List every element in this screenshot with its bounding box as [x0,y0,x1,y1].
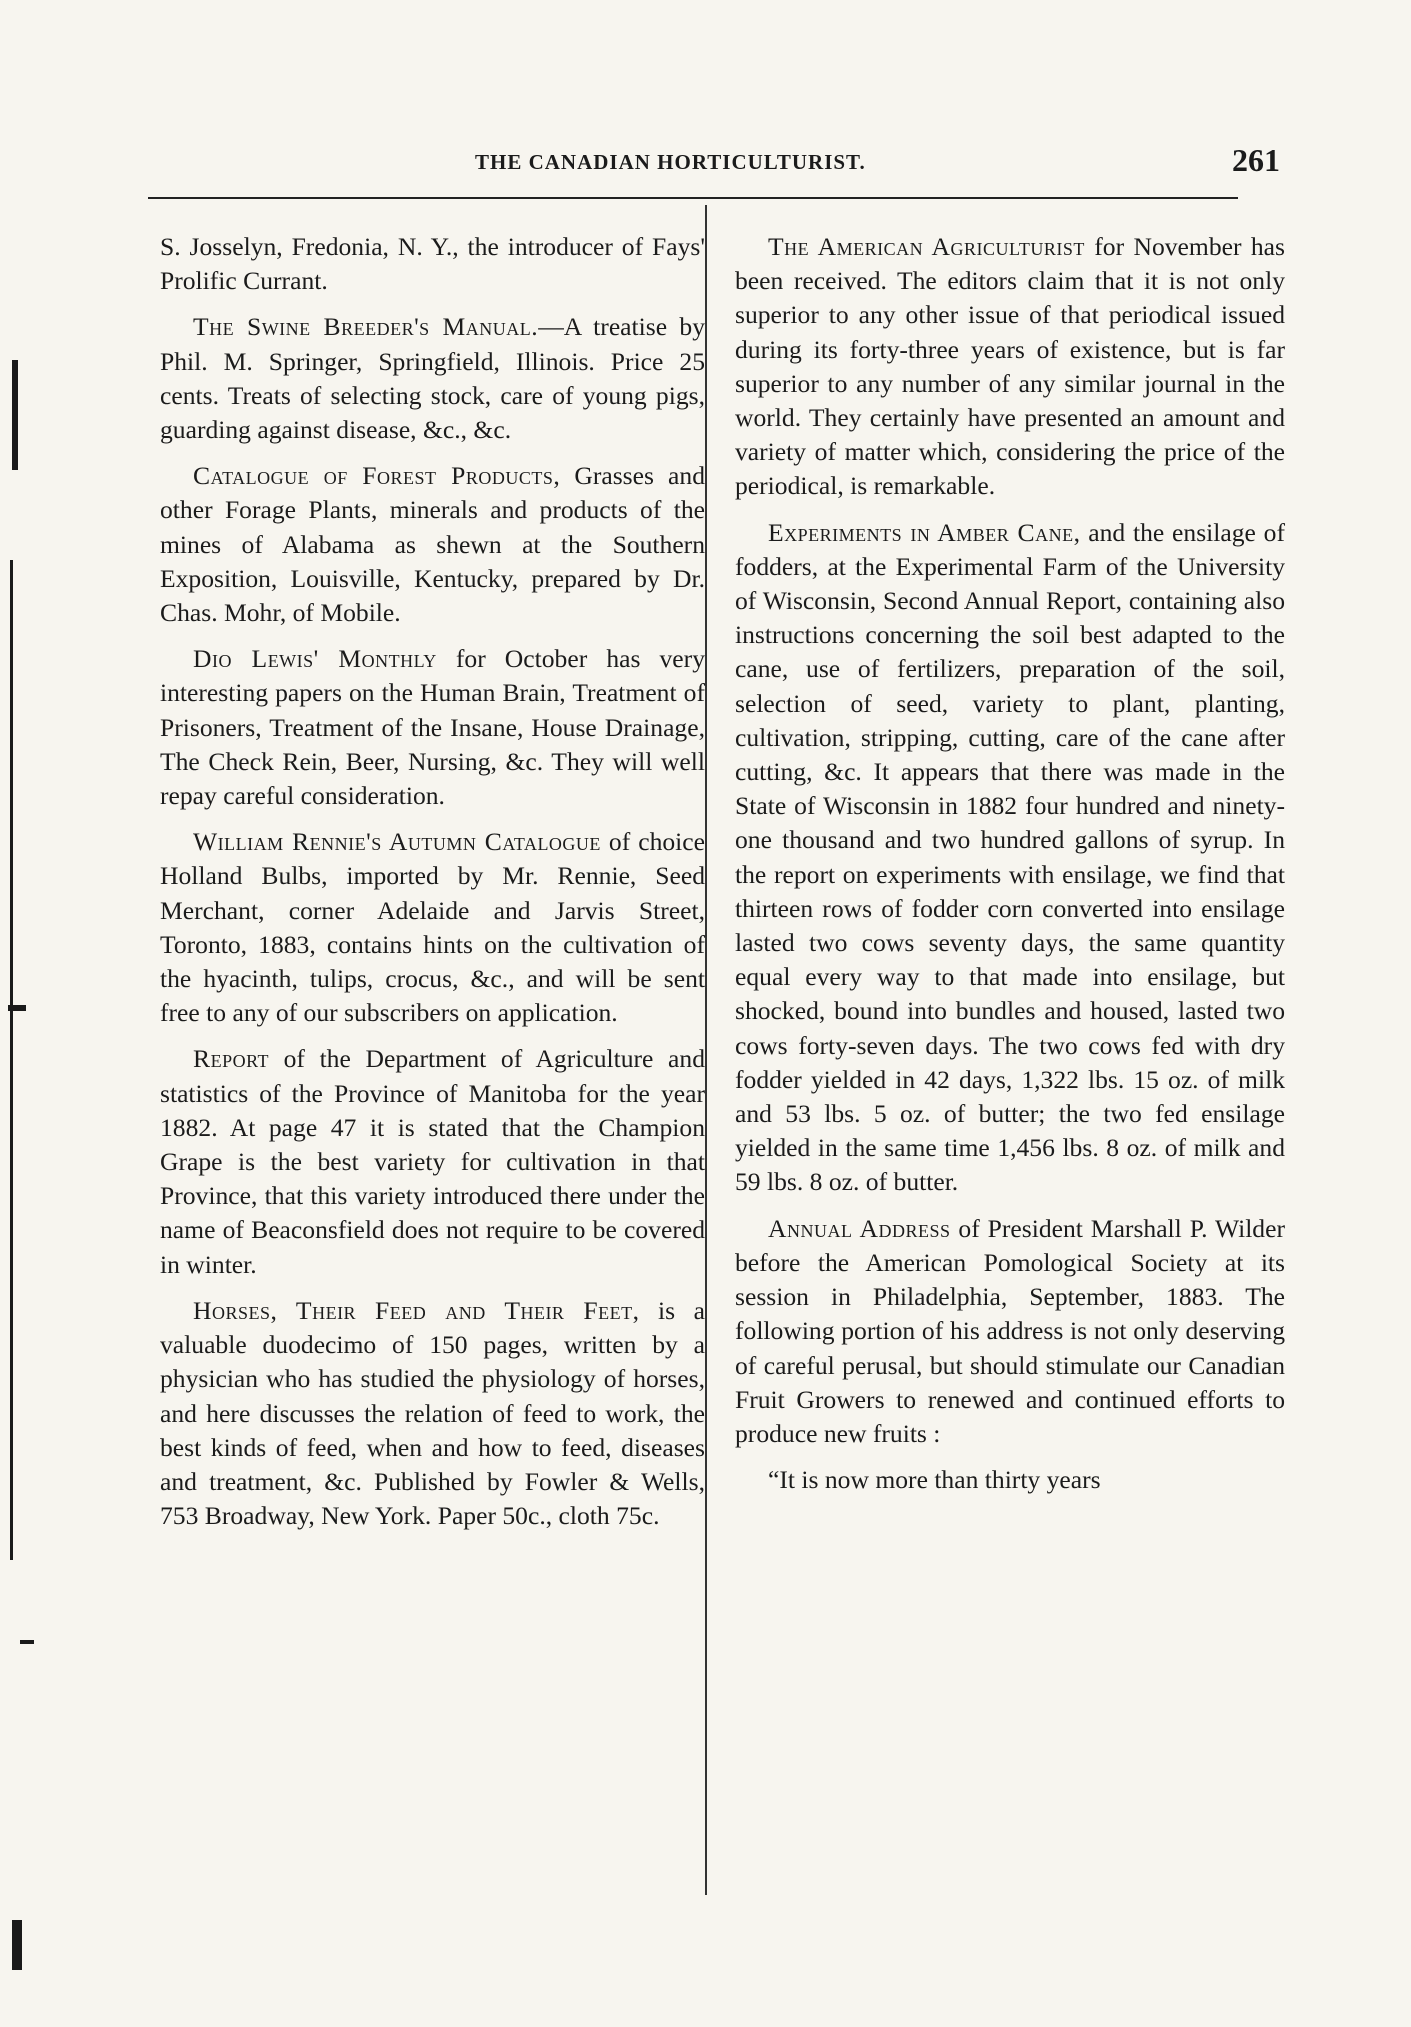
column-divider [705,205,707,1895]
paragraph: Horses, Their Feed and Their Feet, is a valuable duodecimo of 150 pages, written by a physician who has studied the physiology of horses, and here discusses the relation of feed to work, the best kinds of feed, when and how to feed, diseases and treatment, &c. Published by Fowler & Wells, 753 Broadway, New York. Paper 50c., cloth 75c. [160,1295,705,1531]
paragraph-lead: The American Agriculturist [768,232,1085,261]
paragraph-lead: Dio Lewis' Monthly [193,644,437,674]
scan-mark [8,1005,26,1011]
paragraph-lead: The Swine Breeder's Manual. [193,312,539,342]
paragraph-lead: William Rennie's Autumn Catalogue [193,827,601,857]
paragraph-lead: Catalogue of Forest Products, [193,461,561,491]
paragraph: Catalogue of Forest Products, Grasses and other Forage Plants, minerals and products of the mines of Alabama as shewn at the Southern Exposition, Louisville, Kentucky, prepared by Dr. Chas. Mohr, of Mobile. [160,461,705,628]
header-rule [148,197,1238,199]
paragraph: William Rennie's Autumn Catalogue of choice Holland Bulbs, imported by Mr. Rennie, Seed Merchant, corner Adelaide and Jarvis Street, Toronto, 1883, contains hints on the cultivation of the hyacinth, tulips, crocus, &c., and will be sent free to any of our subscribers on application. [160,827,705,1028]
paragraph: Report of the Department of Agriculture and statistics of the Province of Manitoba for the year 1882. At page 47 it is stated that the Champion Grape is the best variety for cultivation in that Province, that this variety introduced there under the name of Beaconsfield does not require to be covered in winter. [160,1044,705,1279]
paragraph: The American Agriculturist for November has been received. The editors claim that it is not only superior to any other issue of that periodical issued during its forty-three years of existence, but is far superior to any number of any similar journal in the world. They certainly have presented an amount and variety of matter which, considering the price of the periodical, is remarkable. [735,232,1285,501]
left-column [160,230,705,1545]
paragraph-lead: Experiments in Amber Cane, [768,517,1081,547]
paragraph: Experiments in Amber Cane, and the ensilage of fodders, at the Experimental Farm of the University of Wisconsin, Second Annual Report, containing also instructions concerning the soil best adapted to the cane, use of fertilizers, preparation of the soil, selection of seed, variety to plant, planting, cultivation, stripping, cutting, care of the cane after cutting, &c. It appears that there was made in the State of Wisconsin in 1882 four hundred and ninety-one thousand and two hundred gallons of syrup. In the report on experiments with ensilage, we find that thirteen rows of fodder corn converted into ensilage lasted two cows seventy days, the same quantity equal every way to that made into ensilage, but shocked, bound into bundles and housed, lasted two cows forty-seven days. The two cows fed with dry fodder yielded in 42 days, 1,322 lbs. 15 oz. of milk and 53 lbs. 5 oz. of butter; the two fed ensilage yielded in the same time 1,456 lbs. 8 oz. of milk and 59 lbs. 8 oz. of butter. [735,517,1285,1197]
paragraph-lead: Annual Address [768,1213,951,1243]
paragraph: Annual Address of President Marshall P. Wilder before the American Pomological Society at its session in Philadelphia, September, 1883. The following portion of his address is not only deserving of careful perusal, but should stimulate our Canadian Fruit Growers to renewed and continued efforts to produce new fruits : [735,1213,1285,1448]
paragraph: “It is now more than thirty years [768,1465,1101,1495]
paragraph: Dio Lewis' Monthly for October has very interesting papers on the Human Brain, Treatment of Prisoners, Treatment of the Insane, House Drainage, The Check Rein, Beer, Nursing, &c. They will well repay careful consideration. [160,644,705,811]
paragraph: S. Josselyn, Fredonia, N. Y., the introducer of Fays' Prolific Currant. [160,232,705,296]
paragraph: The Swine Breeder's Manual.—A treatise by Phil. M. Springer, Springfield, Illinois. Price 25 cents. Treats of selecting stock, care of young pigs, guarding against disease, &c., &c. [160,312,706,445]
right-column [735,230,1285,1509]
running-title: THE CANADIAN HORTICULTURIST. [475,150,866,174]
scan-mark [20,1640,34,1644]
scan-mark [10,560,13,1560]
scan-mark [12,360,18,470]
page-number: 261 [1232,142,1280,178]
paragraph-lead: Report [193,1044,269,1074]
scan-mark [12,1920,22,1970]
paragraph-lead: Horses, Their Feed and Their Feet, [193,1295,640,1325]
page-header [145,142,1280,182]
